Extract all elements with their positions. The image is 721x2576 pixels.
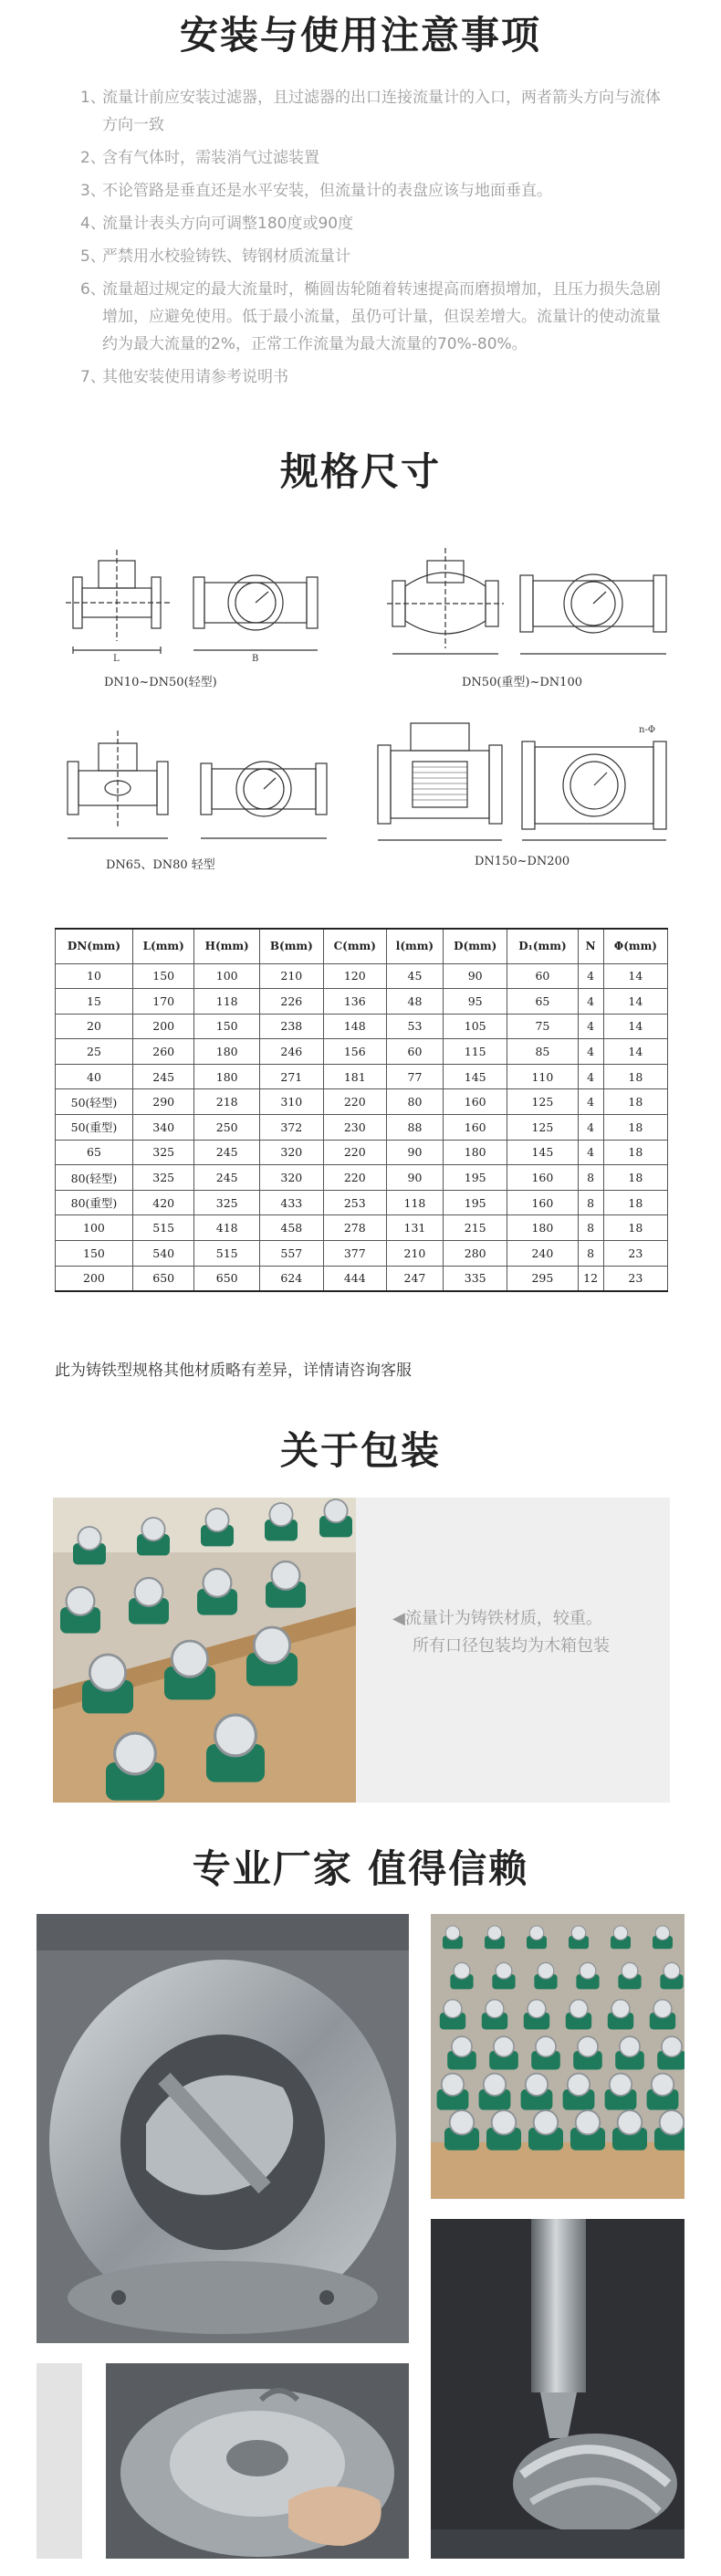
dimension-drawing-large xyxy=(372,714,674,851)
table-cell: 18 xyxy=(603,1215,667,1241)
table-cell: 90 xyxy=(444,963,507,989)
table-row xyxy=(56,1064,668,1089)
table-cell: 18 xyxy=(603,1165,667,1191)
table-row xyxy=(56,963,668,989)
table-row xyxy=(56,1039,668,1065)
table-cell: 325 xyxy=(132,1165,194,1191)
table-cell: 4 xyxy=(578,989,603,1015)
table-cell: 325 xyxy=(194,1190,259,1215)
table-cell: 145 xyxy=(507,1140,578,1165)
table-cell: 250 xyxy=(194,1115,259,1141)
table-cell: 88 xyxy=(386,1115,443,1141)
table-cell: 260 xyxy=(132,1039,194,1065)
table-row xyxy=(56,989,668,1015)
table-cell: 115 xyxy=(444,1039,507,1065)
table-cell: 100 xyxy=(194,963,259,989)
svg-text:B: B xyxy=(252,654,259,664)
table-cell: 18 xyxy=(603,1140,667,1165)
table-cell: 220 xyxy=(323,1140,386,1165)
packaging-description: ◀流量计为铸铁材质，较重。 所有口径包装均为木箱包装 xyxy=(392,1609,610,1656)
note-item: 1、 流量计前应安装过滤器，且过滤器的出口连接流量计的入口，两者箭头方向与流体方向一致 xyxy=(80,89,661,134)
table-cell: 150 xyxy=(132,963,194,989)
table-cell: 118 xyxy=(194,989,259,1015)
table-cell: 220 xyxy=(323,1089,386,1115)
table-cell: 145 xyxy=(444,1064,507,1089)
table-cell: 120 xyxy=(323,963,386,989)
table-cell: 48 xyxy=(386,989,443,1015)
table-cell: 540 xyxy=(132,1241,194,1267)
table-cell: 253 xyxy=(323,1190,386,1215)
table-cell: 18 xyxy=(603,1190,667,1215)
table-cell: 444 xyxy=(323,1266,386,1291)
table-cell: 10 xyxy=(56,963,133,989)
table-cell: 18 xyxy=(603,1064,667,1089)
table-cell: 14 xyxy=(603,1039,667,1065)
table-cell: 230 xyxy=(323,1115,386,1141)
table-cell: 325 xyxy=(132,1140,194,1165)
packaging-photo xyxy=(53,1498,356,1803)
table-cell: 218 xyxy=(194,1089,259,1115)
table-cell: 14 xyxy=(603,963,667,989)
table-cell: 280 xyxy=(444,1241,507,1267)
table-cell: 118 xyxy=(386,1190,443,1215)
table-cell: 650 xyxy=(132,1266,194,1291)
table-row xyxy=(56,1190,668,1215)
table-cell: 210 xyxy=(259,963,323,989)
column-header: DN(mm) xyxy=(56,929,133,963)
factory-photo-machining xyxy=(431,2219,684,2559)
table-cell: 8 xyxy=(578,1241,603,1267)
table-cell: 195 xyxy=(444,1165,507,1191)
table-row xyxy=(56,1115,668,1141)
table-row xyxy=(56,1089,668,1115)
table-cell: 226 xyxy=(259,989,323,1015)
spec-section-title: 规格尺寸 xyxy=(279,449,441,494)
drawing-caption: DN150~DN200 xyxy=(475,855,570,868)
column-header: N xyxy=(578,929,603,963)
table-cell: 624 xyxy=(259,1266,323,1291)
table-cell: 238 xyxy=(259,1014,323,1039)
table-cell: 50(轻型) xyxy=(56,1089,133,1115)
table-cell: 20 xyxy=(56,1014,133,1039)
table-cell: 458 xyxy=(259,1215,323,1241)
packaging-section-title: 关于包装 xyxy=(279,1428,441,1473)
table-cell: 245 xyxy=(194,1140,259,1165)
table-cell: 295 xyxy=(507,1266,578,1291)
table-cell: 8 xyxy=(578,1215,603,1241)
note-item: 3、 不论管路是垂直还是水平安装，但流量计的表盘应该与地面垂直。 xyxy=(80,182,552,200)
table-cell: 180 xyxy=(194,1064,259,1089)
table-cell: 200 xyxy=(132,1014,194,1039)
column-header: L(mm) xyxy=(132,929,194,963)
table-cell: 125 xyxy=(507,1115,578,1141)
svg-text:L: L xyxy=(113,654,120,664)
column-header: C(mm) xyxy=(323,929,386,963)
table-row xyxy=(56,1241,668,1267)
dimension-drawing-light-small xyxy=(57,541,330,668)
note-item: 5、 严禁用水校验铸铁、铸钢材质流量计 xyxy=(80,247,350,266)
note-item: 4、 流量计表头方向可调整180度或90度 xyxy=(80,215,354,233)
spec-table xyxy=(55,928,668,1292)
table-cell: 650 xyxy=(194,1266,259,1291)
table-cell: 50(重型) xyxy=(56,1115,133,1141)
table-row xyxy=(56,1165,668,1191)
table-cell: 53 xyxy=(386,1014,443,1039)
table-cell: 4 xyxy=(578,1140,603,1165)
table-cell: 65 xyxy=(56,1140,133,1165)
table-cell: 148 xyxy=(323,1014,386,1039)
table-cell: 60 xyxy=(386,1039,443,1065)
table-cell: 215 xyxy=(444,1215,507,1241)
table-cell: 100 xyxy=(56,1215,133,1241)
table-cell: 8 xyxy=(578,1165,603,1191)
table-cell: 4 xyxy=(578,963,603,989)
table-cell: 4 xyxy=(578,1039,603,1065)
table-cell: 23 xyxy=(603,1241,667,1267)
table-cell: 290 xyxy=(132,1089,194,1115)
table-cell: 246 xyxy=(259,1039,323,1065)
table-cell: 247 xyxy=(386,1266,443,1291)
table-cell: 105 xyxy=(444,1014,507,1039)
table-cell: 433 xyxy=(259,1190,323,1215)
table-cell: 200 xyxy=(56,1266,133,1291)
table-cell: 160 xyxy=(444,1115,507,1141)
table-cell: 90 xyxy=(386,1165,443,1191)
drawing-caption: DN10~DN50(轻型) xyxy=(104,676,217,689)
note-item: 2、 含有气体时，需装消气过滤装置 xyxy=(80,149,319,167)
table-cell: 40 xyxy=(56,1064,133,1089)
table-cell: 418 xyxy=(194,1215,259,1241)
table-cell: 160 xyxy=(507,1165,578,1191)
table-cell: 515 xyxy=(132,1215,194,1241)
table-cell: 181 xyxy=(323,1064,386,1089)
table-cell: 210 xyxy=(386,1241,443,1267)
table-cell: 4 xyxy=(578,1089,603,1115)
table-cell: 25 xyxy=(56,1039,133,1065)
note-item: 6、 流量超过规定的最大流量时，椭圆齿轮随着转速提高而磨损增加，且压力损失急剧增加，应避免使用。低于最小流量，虽仍可计量，但误差增大。流量计的使动流量约为最大流量的2%，正常工作流量为最大流量的70%-80%。 xyxy=(80,280,661,353)
table-cell: 340 xyxy=(132,1115,194,1141)
drawing-caption: DN65、DN80 轻型 xyxy=(106,858,215,872)
gray-strip-decoration xyxy=(37,2363,82,2559)
drawing-caption: DN50(重型)~DN100 xyxy=(462,676,582,689)
table-cell: 278 xyxy=(323,1215,386,1241)
table-cell: 18 xyxy=(603,1089,667,1115)
table-cell: 377 xyxy=(323,1241,386,1267)
table-cell: 156 xyxy=(323,1039,386,1065)
table-cell: 95 xyxy=(444,989,507,1015)
table-cell: 110 xyxy=(507,1064,578,1089)
factory-photo-meter-rows xyxy=(431,1914,684,2199)
table-cell: 75 xyxy=(507,1014,578,1039)
table-cell: 150 xyxy=(194,1014,259,1039)
table-cell: 77 xyxy=(386,1064,443,1089)
table-cell: 180 xyxy=(194,1039,259,1065)
table-cell: 4 xyxy=(578,1064,603,1089)
table-cell: 80(重型) xyxy=(56,1190,133,1215)
column-header: Φ(mm) xyxy=(603,929,667,963)
table-cell: 150 xyxy=(56,1241,133,1267)
table-cell: 125 xyxy=(507,1089,578,1115)
table-cell: 245 xyxy=(194,1165,259,1191)
table-cell: 420 xyxy=(132,1190,194,1215)
column-header: D₁(mm) xyxy=(507,929,578,963)
table-cell: 245 xyxy=(132,1064,194,1089)
factory-photo-inspection xyxy=(106,2363,409,2559)
note-item: 7、 其他安装使用请参考说明书 xyxy=(80,368,288,386)
install-notes-list xyxy=(80,84,664,391)
factory-photo-oval-gear xyxy=(37,1914,409,2343)
svg-text:n-Φ: n-Φ xyxy=(639,725,656,735)
table-cell: 160 xyxy=(507,1190,578,1215)
table-cell: 320 xyxy=(259,1165,323,1191)
dimension-drawing-heavy-medium xyxy=(383,541,675,668)
table-row xyxy=(56,1014,668,1039)
table-cell: 160 xyxy=(444,1089,507,1115)
table-cell: 195 xyxy=(444,1190,507,1215)
table-cell: 15 xyxy=(56,989,133,1015)
table-cell: 4 xyxy=(578,1115,603,1141)
table-cell: 18 xyxy=(603,1115,667,1141)
table-cell: 80(轻型) xyxy=(56,1165,133,1191)
table-cell: 271 xyxy=(259,1064,323,1089)
table-cell: 170 xyxy=(132,989,194,1015)
column-header: D(mm) xyxy=(444,929,507,963)
table-cell: 80 xyxy=(386,1089,443,1115)
table-cell: 320 xyxy=(259,1140,323,1165)
table-cell: 85 xyxy=(507,1039,578,1065)
table-header-row xyxy=(56,929,668,963)
table-cell: 45 xyxy=(386,963,443,989)
table-cell: 136 xyxy=(323,989,386,1015)
column-header: l(mm) xyxy=(386,929,443,963)
spec-table-note: 此为铸铁型规格其他材质略有差异，详情请咨询客服 xyxy=(55,1362,412,1380)
column-header: B(mm) xyxy=(259,929,323,963)
table-cell: 90 xyxy=(386,1140,443,1165)
table-cell: 4 xyxy=(578,1014,603,1039)
table-cell: 372 xyxy=(259,1115,323,1141)
table-row xyxy=(56,1266,668,1291)
table-cell: 335 xyxy=(444,1266,507,1291)
column-header: H(mm) xyxy=(194,929,259,963)
table-cell: 515 xyxy=(194,1241,259,1267)
table-cell: 180 xyxy=(444,1140,507,1165)
table-cell: 220 xyxy=(323,1165,386,1191)
table-cell: 310 xyxy=(259,1089,323,1115)
table-cell: 14 xyxy=(603,1014,667,1039)
factory-section-title: 专业厂家 值得信赖 xyxy=(192,1846,529,1891)
table-row xyxy=(56,1140,668,1165)
table-cell: 240 xyxy=(507,1241,578,1267)
table-cell: 131 xyxy=(386,1215,443,1241)
table-cell: 180 xyxy=(507,1215,578,1241)
table-row xyxy=(56,1215,668,1241)
dimension-drawing-light-dn65-80 xyxy=(57,721,330,849)
spec-table-body xyxy=(56,963,668,1291)
table-cell: 14 xyxy=(603,989,667,1015)
install-section-title: 安装与使用注意事项 xyxy=(179,13,541,58)
table-cell: 12 xyxy=(578,1266,603,1291)
table-cell: 60 xyxy=(507,963,578,989)
table-cell: 65 xyxy=(507,989,578,1015)
table-cell: 557 xyxy=(259,1241,323,1267)
table-cell: 23 xyxy=(603,1266,667,1291)
table-cell: 8 xyxy=(578,1190,603,1215)
